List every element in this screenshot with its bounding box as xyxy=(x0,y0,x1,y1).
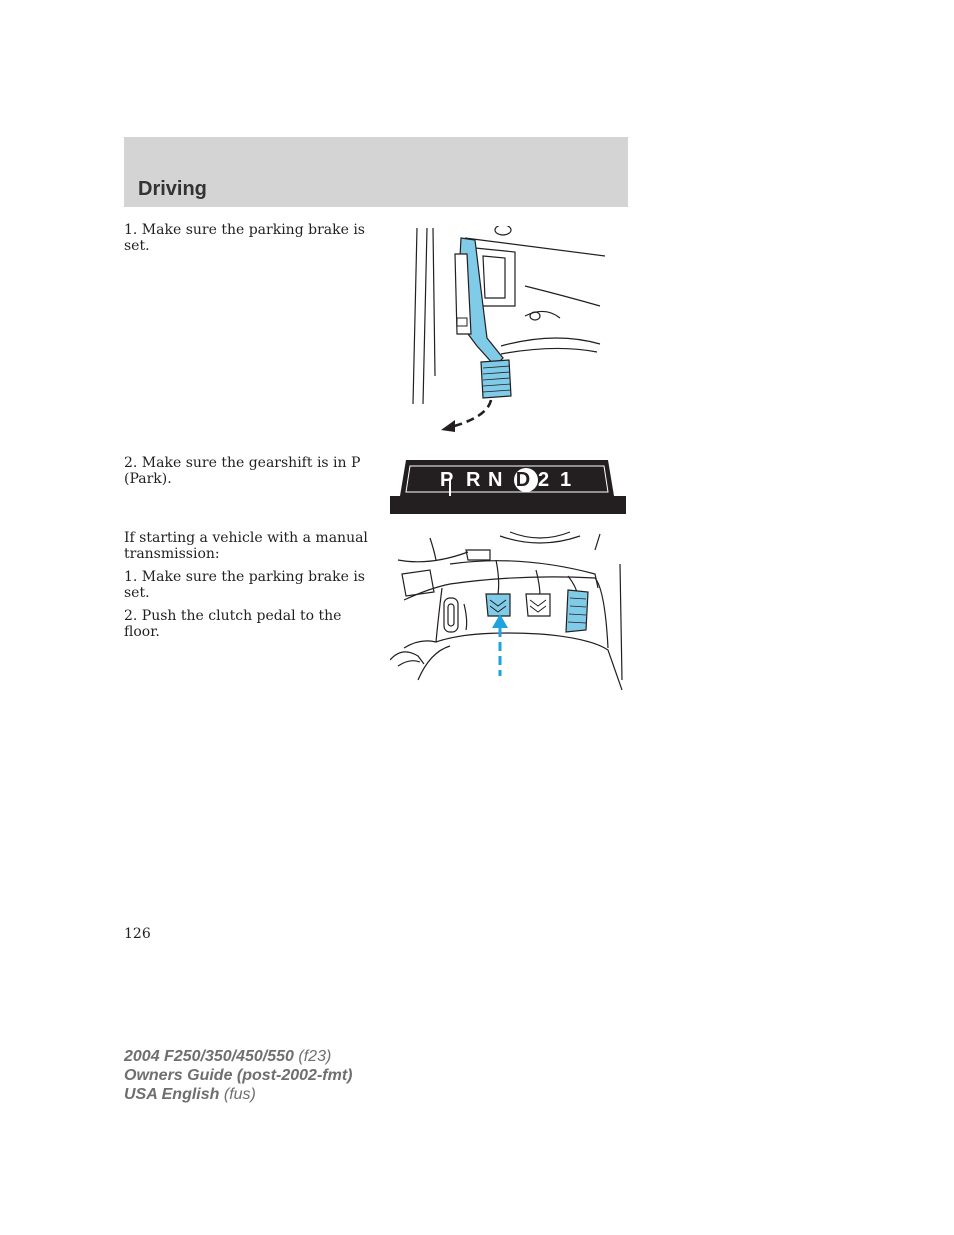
gearshift-instructions xyxy=(124,455,380,494)
gear-n: N xyxy=(488,468,503,491)
footer-line-1 xyxy=(124,1047,352,1066)
gear-d: D xyxy=(515,468,531,491)
parking-brake-illustration xyxy=(405,226,605,436)
step-manual-parking-brake: 1. Make sure the parking brake is set. xyxy=(124,569,365,601)
section-title: Driving xyxy=(138,178,207,200)
manual-intro: If starting a vehicle with a manual transmission: xyxy=(124,530,368,562)
footer-language: USA English xyxy=(124,1086,220,1103)
manual-transmission-instructions xyxy=(124,530,380,647)
gear-1: 1 xyxy=(560,468,572,491)
gear-2: 2 xyxy=(538,468,550,491)
footer-line-3 xyxy=(124,1085,352,1104)
step-clutch-pedal: 2. Push the clutch pedal to the floor. xyxy=(124,608,342,640)
footer-guide-title: Owners Guide (post-2002-fmt) xyxy=(124,1067,353,1084)
footer-language-code: (fus) xyxy=(223,1086,256,1103)
page-number: 126 xyxy=(124,926,151,942)
parking-brake-instructions xyxy=(124,222,380,261)
step-gearshift-park: 2. Make sure the gearshift is in P (Park). xyxy=(124,455,361,487)
section-header-band xyxy=(124,137,628,207)
document-footer xyxy=(124,1047,352,1104)
gear-p: P xyxy=(440,468,454,491)
footer-line-2 xyxy=(124,1066,352,1085)
pedals-illustration xyxy=(390,530,626,690)
step-parking-brake: 1. Make sure the parking brake is set. xyxy=(124,222,365,254)
gear-r: R xyxy=(466,468,481,491)
gear-indicator-illustration xyxy=(390,458,626,514)
footer-model-code: (f23) xyxy=(298,1048,332,1065)
footer-model: 2004 F250/350/450/550 xyxy=(124,1048,294,1065)
